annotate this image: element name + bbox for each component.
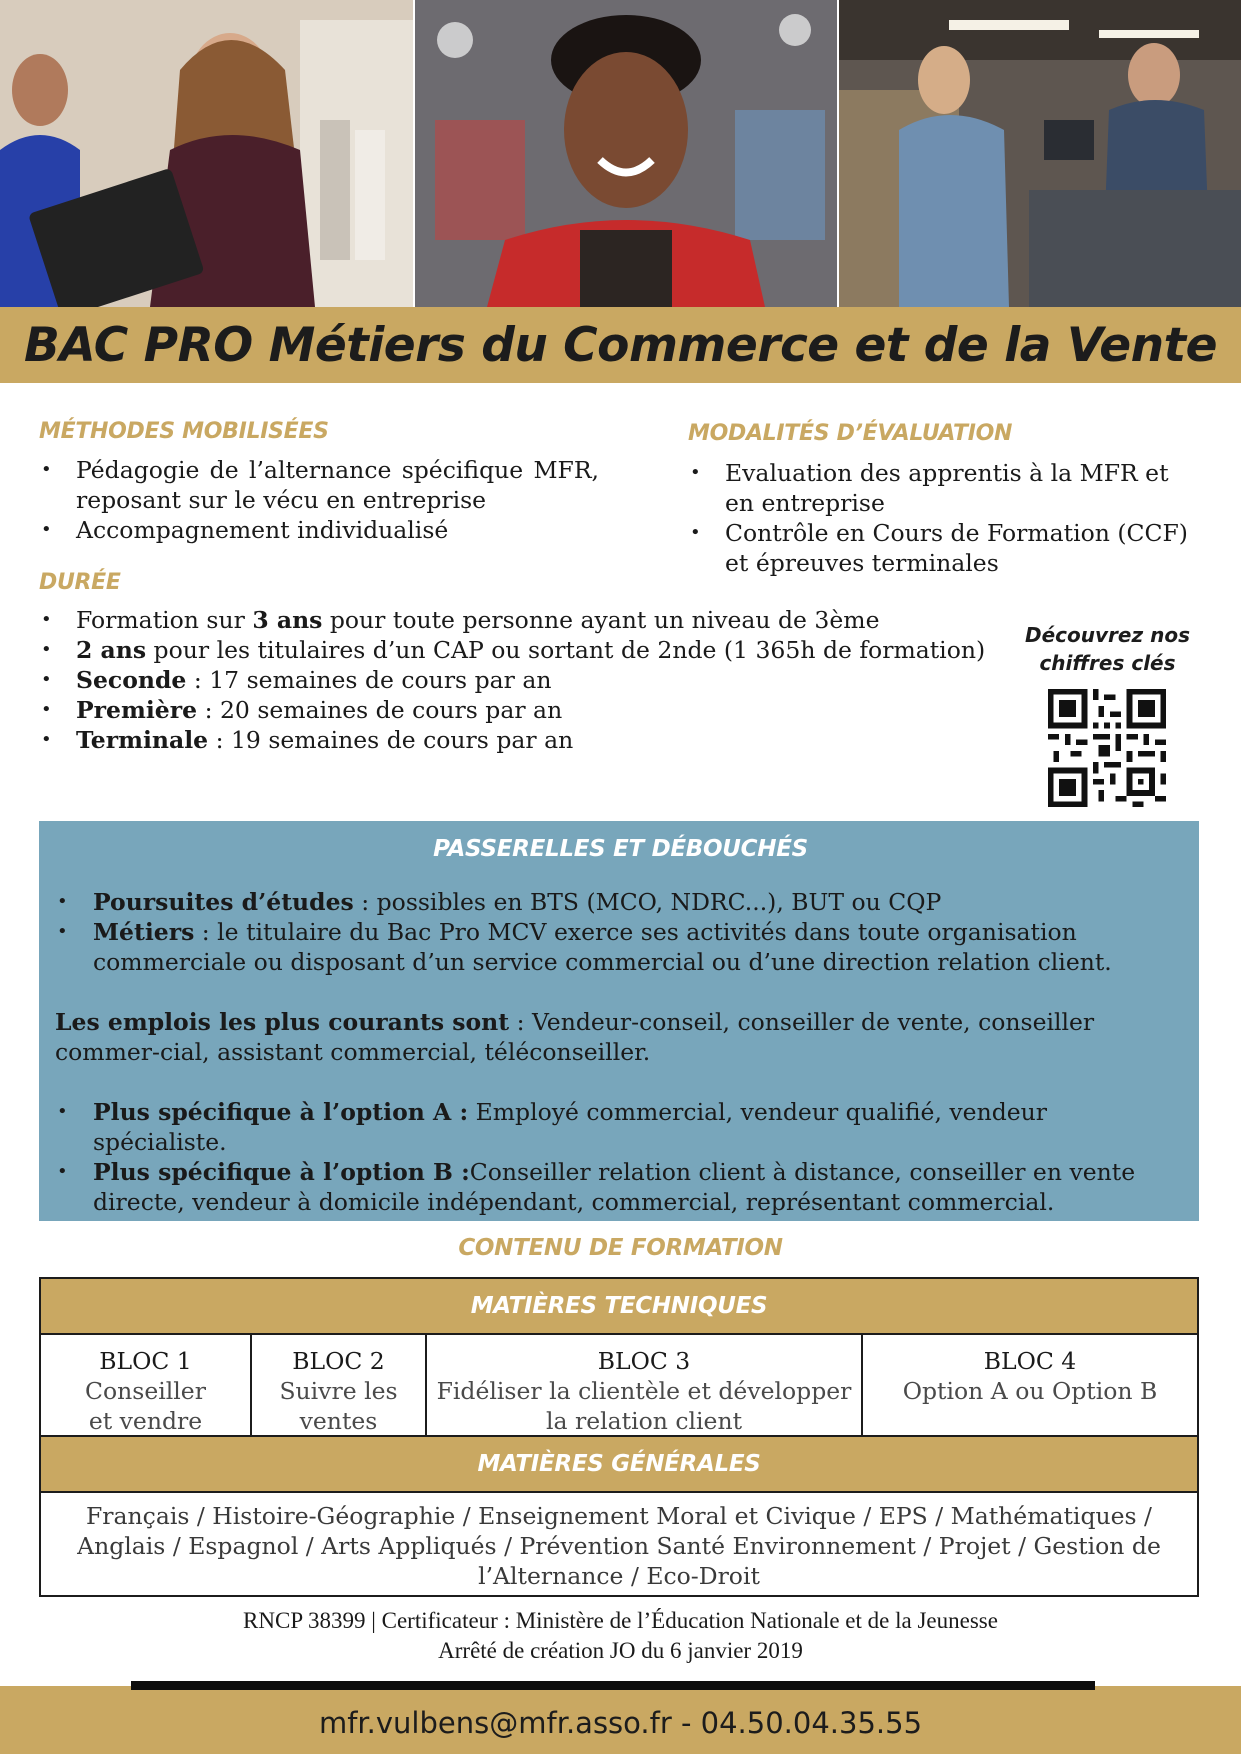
modalites-list [688, 458, 1198, 578]
methodes-list [39, 455, 599, 545]
footer-divider [131, 1681, 1095, 1690]
page-title: BAC PRO Métiers du Commerce et de la Vente [24, 317, 1217, 373]
duree-list [39, 605, 999, 755]
techniques-heading: MATIÈRES TECHNIQUES [41, 1279, 1197, 1333]
methodes-heading: MÉTHODES MOBILISÉES [39, 419, 329, 444]
photo-supermarket-checkout [839, 0, 1241, 307]
bloc-4-cell: BLOC 4 Option A ou Option B [902, 1347, 1158, 1405]
list-item: • Seconde : 17 semaines de cours par an [39, 665, 999, 695]
blocs-row [41, 1333, 1197, 1437]
qr-code-icon[interactable] [1048, 689, 1166, 807]
contenu-heading: CONTENU DE FORMATION [458, 1235, 783, 1261]
list-item: • Première : 20 semaines de cours par an [39, 695, 999, 725]
photo-saleswoman-at-register [0, 0, 413, 307]
list-item: • 2 ans pour les titulaires d’un CAP ou sortant de 2nde (1 365h de formation) [39, 635, 999, 665]
list-item: • Métiers : le titulaire du Bac Pro MCV exerce ses activités dans toute organisation commerciale ou disposant d’un service commercial ou d’une direction relation client. [55, 917, 1185, 977]
list-item: • Poursuites d’études : possibles en BTS (MCO, NDRC...), BUT ou CQP [55, 887, 1185, 917]
duree-heading: DURÉE [39, 570, 121, 595]
generales-text: Français / Histoire-Géographie / Enseignement Moral et Civique / EPS / Mathématiques / Anglais / Espagnol / Arts Appliqués / Prévention Santé Environnement / Projet / Gestion de l’Alternance / Eco-Droit [41, 1491, 1197, 1595]
photo-strip [0, 0, 1241, 307]
list-item: • Accompagnement individualisé [39, 515, 599, 545]
generales-heading: MATIÈRES GÉNÉRALES [41, 1437, 1197, 1491]
passerelles-list [55, 887, 1185, 977]
photo-smiling-man-in-apron [415, 0, 836, 307]
bloc-3-cell: BLOC 3 Fidéliser la clientèle et développer la relation client [427, 1335, 863, 1435]
list-item: • Terminale : 19 semaines de cours par an [39, 725, 999, 755]
rncp-info: RNCP 38399 | Certificateur : Ministère de l’Éducation Nationale et de la Jeunesse Arrêté de création JO du 6 janvier 2019 [243, 1608, 998, 1663]
options-list [55, 1097, 1185, 1217]
list-item: • Contrôle en Cours de Formation (CCF) et épreuves terminales [688, 518, 1198, 578]
title-banner [0, 307, 1241, 383]
list-item: • Evaluation des apprentis à la MFR et en entreprise [688, 458, 1198, 518]
qr-caption: Découvrez nos chiffres clés [1025, 623, 1190, 675]
list-item: • Formation sur 3 ans pour toute personne ayant un niveau de 3ème [39, 605, 999, 635]
contenu-table [39, 1277, 1199, 1597]
list-item: • Plus spécifique à l’option B :Conseiller relation client à distance, conseiller en vente directe, vendeur à domicile indépendant, commercial, représentant commercial. [55, 1157, 1185, 1217]
bloc-2-cell: BLOC 2 Suivre les ventes [252, 1335, 427, 1435]
list-item: • Plus spécifique à l’option A : Employé commercial, vendeur qualifié, vendeur spécialiste. [55, 1097, 1185, 1157]
bloc-1-cell: BLOC 1 Conseiller et vendre [41, 1335, 252, 1435]
contact-info[interactable]: mfr.vulbens@mfr.asso.fr - 04.50.04.35.55 [318, 1706, 923, 1740]
modalites-heading: MODALITÉS D’ÉVALUATION [688, 421, 1013, 446]
emplois-paragraph: Les emplois les plus courants sont : Vendeur-conseil, conseiller de vente, conseiller commer-cial, assistant commercial, téléconseiller. [55, 1008, 1095, 1066]
list-item: • Pédagogie de l’alternance spécifique MFR, reposant sur le vécu en entreprise [39, 455, 599, 515]
passerelles-heading: PASSERELLES ET DÉBOUCHÉS [433, 836, 808, 862]
